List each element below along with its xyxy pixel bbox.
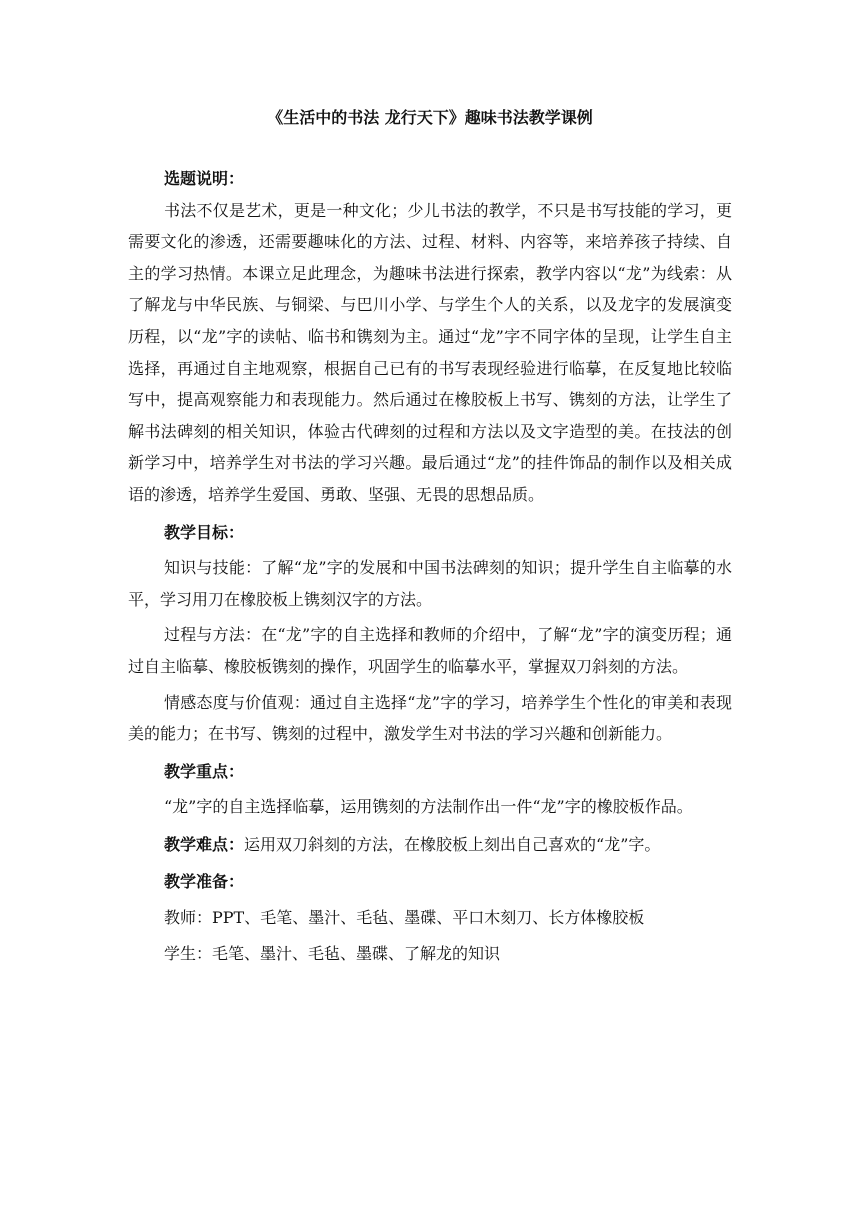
document-body — [128, 163, 732, 969]
key-points-paragraph: “龙”字的自主选择临摹，运用镌刻的方法制作出一件“龙”字的橡胶板作品。 — [164, 797, 693, 817]
preparation-teacher: 教师：PPT、毛笔、墨汁、毛毡、墨碟、平口木刻刀、长方体橡胶板 — [164, 908, 645, 928]
difficulty-line — [128, 829, 732, 861]
difficulty-heading: 教学难点： — [164, 834, 245, 854]
document-title: 《生活中的书法 龙行天下》趣味书法教学课例 — [267, 108, 593, 127]
key-points-heading: 教学重点： — [164, 761, 245, 781]
objectives-heading: 教学目标： — [164, 522, 245, 542]
objective-process: 过程与方法：在“龙”字的自主选择和教师的介绍中，了解“龙”字的演变历程；通过自主临摹、橡胶板镌刻的操作，巩固学生的临摹水平，掌握双刀斜刻的方法。 — [128, 625, 732, 676]
preparation-student: 学生：毛笔、墨汁、毛毡、墨碟、了解龙的知识 — [164, 943, 501, 963]
objective-emotion: 情感态度与价值观：通过自主选择“龙”字的学习，培养学生个性化的审美和表现美的能力；在书写、镌刻的过程中，激发学生对书法的学习兴趣和创新能力。 — [128, 692, 732, 744]
preparation-heading: 教学准备： — [164, 872, 245, 892]
objective-knowledge: 知识与技能：了解“龙”字的发展和中国书法碑刻的知识；提升学生自主临摹的水平，学习用刀在橡胶板上镌刻汉字的方法。 — [128, 558, 732, 609]
topic-paragraph: 书法不仅是艺术，更是一种文化；少儿书法的教学，不只是书写技能的学习，更需要文化的渗透，还需要趣味化的方法、过程、材料、内容等，来培养孩子持续、自主的学习热情。本课立足此理念，为趣味书法进行探索，教学内容以“龙”为线索：从了解龙与中华民族、与铜梁、与巴川小学、与学生个人的关系，以及龙字的发展演变历程，以“龙”字的读帖、临书和镌刻为主。通过“龙”字不同字体的呈现，让学生自主选择，再通过自主地观察，根据自己已有的书写表现经验进行临摹，在反复地比较临写中，提高观察能力和表现能力。然后通过在橡胶板上书写、镌刻的方法，让学生了解书法碑刻的相关知识，体验古代碑刻的过程和方法以及文字造型的美。在技法的创新学习中，培养学生对书法的学习兴趣。最后通过“龙”的挂件饰品的制作以及相关成语的渗透，培养学生爱国、勇敢、坚强、无畏的思想品质。 — [128, 200, 732, 504]
difficulty-text: 运用双刀斜刻的方法，在橡胶板上刻出自己喜欢的“龙”字。 — [244, 834, 661, 854]
topic-heading: 选题说明： — [164, 169, 245, 188]
